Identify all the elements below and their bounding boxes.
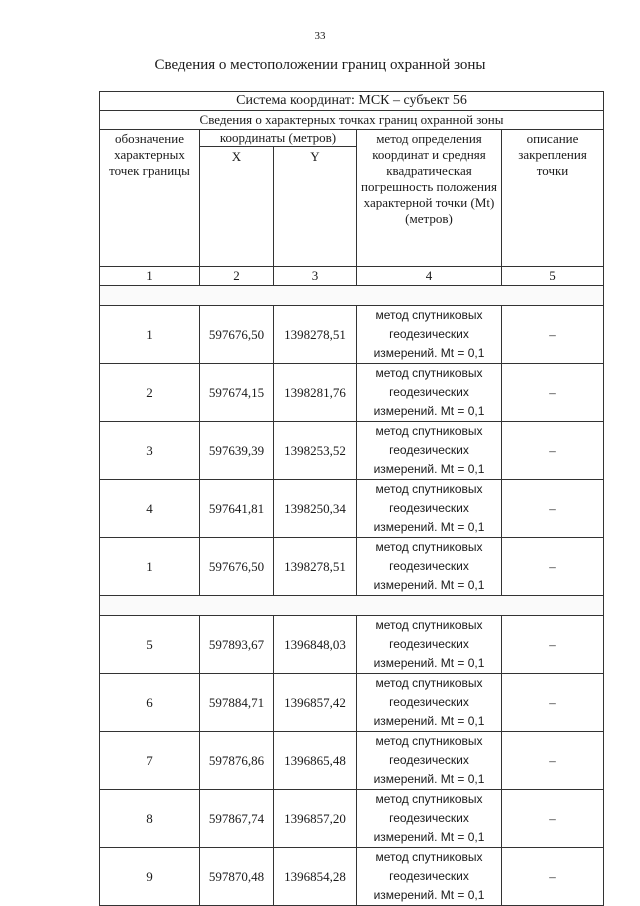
table-header-row (100, 130, 604, 147)
column-number: 5 (502, 267, 604, 286)
column-number: 4 (357, 267, 502, 286)
header-x: X (200, 147, 274, 267)
table-row (100, 848, 604, 906)
x-coordinate-cell: 597867,74 (200, 790, 274, 848)
table-row (100, 674, 604, 732)
document-title: Сведения о местоположении границ охранной зоны (154, 57, 486, 73)
column-number: 3 (274, 267, 357, 286)
x-coordinate-cell: 597674,15 (200, 364, 274, 422)
x-coordinate-cell: 597641,81 (200, 480, 274, 538)
header-description: описание закрепления точки (502, 130, 604, 267)
x-coordinate-cell: 597676,50 (200, 306, 274, 364)
x-coordinate-cell: 597639,39 (200, 422, 274, 480)
description-cell: – (502, 790, 604, 848)
table-row (100, 364, 604, 422)
column-number: 1 (100, 267, 200, 286)
x-coordinate-cell: 597884,71 (200, 674, 274, 732)
column-number: 2 (200, 267, 274, 286)
x-coordinate-cell: 597893,67 (200, 616, 274, 674)
description-cell: – (502, 306, 604, 364)
description-cell: – (502, 364, 604, 422)
header-y: Y (274, 147, 357, 267)
y-coordinate-cell: 1398253,52 (274, 422, 357, 480)
point-cell: 4 (100, 480, 200, 538)
x-coordinate-cell: 597876,86 (200, 732, 274, 790)
column-numbers-row (100, 267, 604, 286)
point-cell: 1 (100, 538, 200, 596)
description-cell: – (502, 616, 604, 674)
method-cell: метод спутниковых геодезических измерений. Mt = 0,1 (357, 364, 502, 422)
table-system-row (100, 92, 604, 111)
description-cell: – (502, 848, 604, 906)
y-coordinate-cell: 1396857,42 (274, 674, 357, 732)
group-separator (100, 286, 604, 306)
description-cell: – (502, 674, 604, 732)
y-coordinate-cell: 1396854,28 (274, 848, 357, 906)
point-cell: 8 (100, 790, 200, 848)
y-coordinate-cell: 1398278,51 (274, 306, 357, 364)
header-method: метод определения координат и средняя квадратическая погрешность положения характерной точки (Mt) (метров) (357, 130, 502, 267)
method-cell: метод спутниковых геодезических измерений. Mt = 0,1 (357, 616, 502, 674)
method-cell: метод спутниковых геодезических измерений. Mt = 0,1 (357, 538, 502, 596)
method-cell: метод спутниковых геодезических измерений. Mt = 0,1 (357, 790, 502, 848)
y-coordinate-cell: 1398278,51 (274, 538, 357, 596)
group-separator (100, 596, 604, 616)
description-cell: – (502, 480, 604, 538)
y-coordinate-cell: 1396857,20 (274, 790, 357, 848)
table-subtitle: Сведения о характерных точках границ охранной зоны (100, 111, 604, 130)
x-coordinate-cell: 597676,50 (200, 538, 274, 596)
table-row (100, 790, 604, 848)
method-cell: метод спутниковых геодезических измерений. Mt = 0,1 (357, 674, 502, 732)
y-coordinate-cell: 1396865,48 (274, 732, 357, 790)
point-cell: 6 (100, 674, 200, 732)
point-cell: 5 (100, 616, 200, 674)
point-cell: 1 (100, 306, 200, 364)
table-row (100, 480, 604, 538)
method-cell: метод спутниковых геодезических измерений. Mt = 0,1 (357, 480, 502, 538)
header-coords: координаты (метров) (200, 130, 357, 147)
description-cell: – (502, 538, 604, 596)
header-point: обозначение характерных точек границы (100, 130, 200, 267)
group-separator-row (100, 596, 604, 616)
table-row (100, 422, 604, 480)
group-separator-row (100, 286, 604, 306)
page-number: 33 (314, 30, 326, 42)
y-coordinate-cell: 1396848,03 (274, 616, 357, 674)
point-cell: 3 (100, 422, 200, 480)
table-subtitle-row (100, 111, 604, 130)
point-cell: 9 (100, 848, 200, 906)
table-row (100, 732, 604, 790)
point-cell: 7 (100, 732, 200, 790)
method-cell: метод спутниковых геодезических измерений. Mt = 0,1 (357, 306, 502, 364)
x-coordinate-cell: 597870,48 (200, 848, 274, 906)
description-cell: – (502, 732, 604, 790)
y-coordinate-cell: 1398281,76 (274, 364, 357, 422)
coordinate-system-label: Система координат: МСК – субъект 56 (100, 92, 604, 111)
table-row (100, 306, 604, 364)
y-coordinate-cell: 1398250,34 (274, 480, 357, 538)
method-cell: метод спутниковых геодезических измерений. Mt = 0,1 (357, 848, 502, 906)
description-cell: – (502, 422, 604, 480)
coordinates-table (99, 91, 604, 906)
method-cell: метод спутниковых геодезических измерений. Mt = 0,1 (357, 732, 502, 790)
method-cell: метод спутниковых геодезических измерений. Mt = 0,1 (357, 422, 502, 480)
table-row (100, 616, 604, 674)
point-cell: 2 (100, 364, 200, 422)
table-row (100, 538, 604, 596)
